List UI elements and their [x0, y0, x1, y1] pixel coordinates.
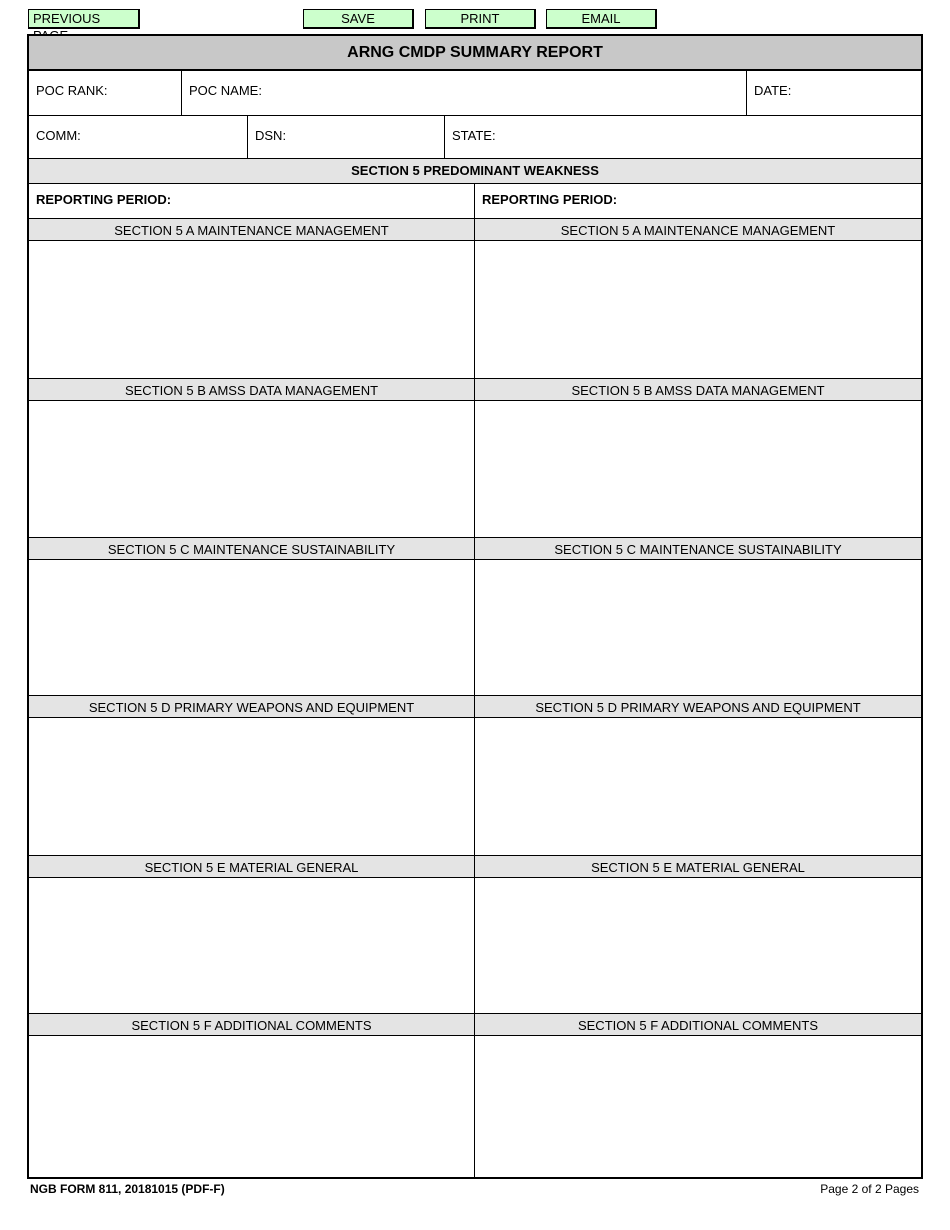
- section-5d-header: SECTION 5 D PRIMARY WEAPONS AND EQUIPMENT: [29, 695, 474, 718]
- state-label: STATE:: [452, 128, 496, 143]
- section-5f-textarea-left[interactable]: [29, 1036, 474, 1177]
- page-number: Page 2 of 2 Pages: [820, 1182, 919, 1196]
- form-title: ARNG CMDP SUMMARY REPORT: [29, 36, 921, 71]
- section-5f-header: SECTION 5 F ADDITIONAL COMMENTS: [475, 1013, 921, 1036]
- section-5b-textarea-left[interactable]: [29, 401, 474, 537]
- reporting-period-label: REPORTING PERIOD:: [482, 192, 618, 207]
- comm-field[interactable]: [29, 116, 247, 159]
- save-button[interactable]: SAVE: [303, 9, 414, 29]
- section-5b-header: SECTION 5 B AMSS DATA MANAGEMENT: [475, 378, 921, 401]
- section-5d-textarea-left[interactable]: [29, 718, 474, 855]
- section-5a-textarea-right[interactable]: [475, 241, 921, 378]
- divider: [444, 116, 445, 159]
- section-5e-header: SECTION 5 E MATERIAL GENERAL: [29, 855, 474, 878]
- section-5b-textarea-right[interactable]: [475, 401, 921, 537]
- section-5c-header: SECTION 5 C MAINTENANCE SUSTAINABILITY: [475, 537, 921, 560]
- reporting-period-field-right[interactable]: [475, 184, 921, 218]
- section-5e-textarea-right[interactable]: [475, 878, 921, 1014]
- date-label: DATE:: [754, 83, 792, 98]
- print-button[interactable]: PRINT: [425, 9, 536, 29]
- dsn-label: DSN:: [255, 128, 287, 143]
- comm-label: COMM:: [36, 128, 81, 143]
- section-5a-textarea-left[interactable]: [29, 241, 474, 378]
- section-5f-header: SECTION 5 F ADDITIONAL COMMENTS: [29, 1013, 474, 1036]
- section-5d-textarea-right[interactable]: [475, 718, 921, 855]
- section-5b-header: SECTION 5 B AMSS DATA MANAGEMENT: [29, 378, 474, 401]
- section-5e-textarea-left[interactable]: [29, 878, 474, 1014]
- date-field[interactable]: [747, 71, 921, 115]
- right-column: [475, 184, 921, 1177]
- left-column: [29, 184, 474, 1177]
- dsn-field[interactable]: [248, 116, 444, 159]
- poc-rank-field[interactable]: [29, 71, 181, 115]
- divider: [247, 116, 248, 159]
- poc-rank-label: POC RANK:: [36, 83, 108, 98]
- poc-name-label: POC NAME:: [189, 83, 262, 98]
- previous-page-button[interactable]: PREVIOUS: [28, 9, 140, 29]
- section-5d-header: SECTION 5 D PRIMARY WEAPONS AND EQUIPMENT: [475, 695, 921, 718]
- section-5c-header: SECTION 5 C MAINTENANCE SUSTAINABILITY: [29, 537, 474, 560]
- section-5c-textarea-left[interactable]: [29, 560, 474, 696]
- reporting-period-field-left[interactable]: [29, 184, 474, 218]
- form-identifier: NGB FORM 811, 20181015 (PDF-F): [30, 1182, 225, 1196]
- reporting-period-label: REPORTING PERIOD:: [36, 192, 172, 207]
- divider: [181, 71, 182, 115]
- divider: [746, 71, 747, 115]
- section-5f-textarea-right[interactable]: [475, 1036, 921, 1177]
- section-5e-header: SECTION 5 E MATERIAL GENERAL: [475, 855, 921, 878]
- poc-name-field[interactable]: [182, 71, 746, 115]
- email-button[interactable]: EMAIL: [546, 9, 657, 29]
- state-field[interactable]: [445, 116, 921, 159]
- section-5-title: SECTION 5 PREDOMINANT WEAKNESS: [29, 159, 921, 183]
- section-5a-header: SECTION 5 A MAINTENANCE MANAGEMENT: [29, 218, 474, 241]
- section-5a-header: SECTION 5 A MAINTENANCE MANAGEMENT: [475, 218, 921, 241]
- summary-report-form: [27, 34, 923, 1179]
- section-5c-textarea-right[interactable]: [475, 560, 921, 696]
